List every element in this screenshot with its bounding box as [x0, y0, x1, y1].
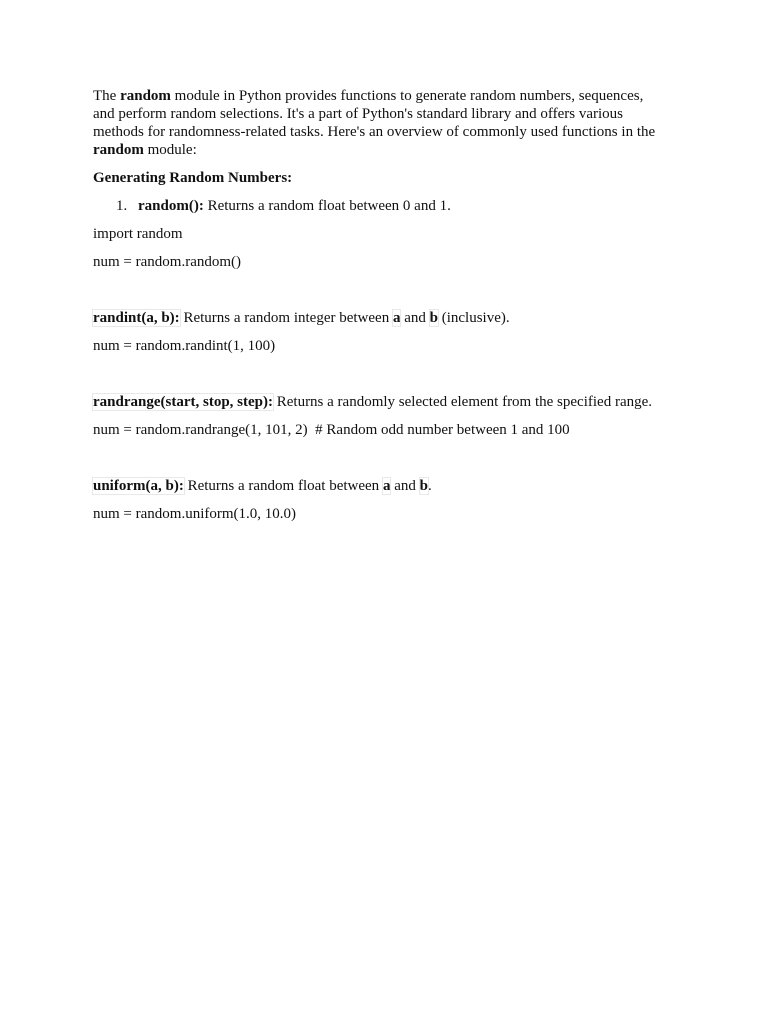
- intro-line-1: [93, 87, 683, 105]
- intro-text: The: [93, 88, 121, 104]
- argument-name: b: [429, 310, 438, 326]
- function-name: random():: [138, 198, 204, 214]
- code-line: import random: [93, 226, 183, 242]
- code-line: num = random.randrange(1, 101, 2) # Random odd number between 1 and 100: [93, 422, 570, 438]
- function-description: and: [390, 478, 420, 494]
- intro-line-3: methods for randomness-related tasks. Here's an overview of commonly used functions in the: [93, 124, 656, 140]
- function-name: randrange(start, stop, step):: [93, 394, 273, 410]
- randrange-description: [93, 393, 652, 411]
- intro-text: module in Python provides functions to generate random numbers, sequences,: [170, 88, 644, 104]
- function-description: and: [400, 310, 430, 326]
- list-number: 1.: [116, 198, 128, 214]
- intro-paragraph: [93, 87, 683, 159]
- function-name: randint(a, b):: [93, 310, 180, 326]
- function-description: Returns a randomly selected element from the specified range.: [272, 394, 653, 410]
- argument-name: a: [382, 478, 391, 494]
- random-keyword: random: [93, 142, 144, 158]
- function-description: Returns a random float between: [183, 478, 383, 494]
- function-name: uniform(a, b):: [93, 478, 184, 494]
- list-item: [116, 197, 451, 215]
- random-keyword: random: [120, 88, 171, 104]
- function-description: .: [427, 478, 432, 494]
- section-heading-text: Generating Random Numbers:: [93, 170, 293, 186]
- argument-name: b: [419, 478, 428, 494]
- function-description: Returns a random integer between: [179, 310, 393, 326]
- randint-description: [93, 309, 510, 327]
- argument-name: a: [392, 310, 401, 326]
- code-line: num = random.random(): [93, 254, 242, 270]
- intro-line-4: [93, 141, 683, 159]
- code-line: num = random.uniform(1.0, 10.0): [93, 506, 297, 522]
- function-description: (inclusive).: [437, 310, 510, 326]
- intro-line-2: and perform random selections. It's a part of Python's standard library and offers various: [93, 106, 623, 122]
- code-line: num = random.randint(1, 100): [93, 338, 276, 354]
- function-description: Returns a random float between 0 and 1.: [203, 198, 451, 214]
- section-heading: [93, 169, 292, 187]
- intro-text: module:: [143, 142, 197, 158]
- uniform-description: [93, 477, 432, 495]
